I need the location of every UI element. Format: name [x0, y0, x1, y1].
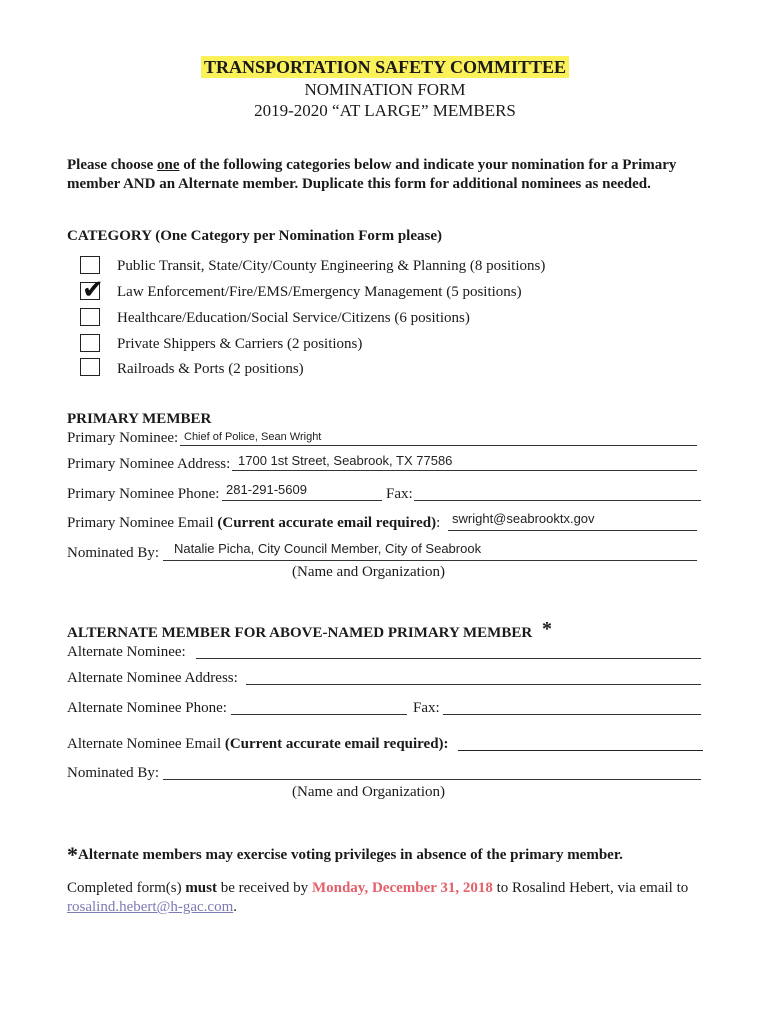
alternate-email-label-bold: (Current accurate email required):	[224, 736, 449, 752]
closing-must: must	[185, 880, 217, 896]
alternate-email-label-text: Alternate Nominee Email	[67, 736, 225, 752]
intro-text	[67, 156, 727, 194]
email-label-colon: :	[436, 515, 441, 531]
category-label: Law Enforcement/Fire/EMS/Emergency Management (5 positions)	[117, 284, 522, 300]
primary-address-line	[232, 470, 697, 471]
primary-phone-label: Primary Nominee Phone:	[67, 486, 220, 502]
intro-line2: member AND an Alternate member. Duplicate this form for additional nominees as needed.	[67, 176, 651, 192]
alternate-email-label	[67, 735, 449, 754]
intro-part1: Please choose	[67, 157, 157, 173]
alternate-fax-label: Fax:	[413, 700, 440, 716]
alternate-heading	[67, 618, 552, 643]
category-label: Private Shippers & Carriers (2 positions)	[117, 336, 363, 352]
intro-part2: of the following categories below and indicate your nomination for a Primary	[179, 157, 677, 173]
alternate-phone-label: Alternate Nominee Phone:	[67, 700, 227, 716]
form-subtitle: NOMINATION FORM	[304, 80, 466, 99]
closing-part3: to Rosalind Hebert, via email to	[492, 880, 689, 896]
primary-nominee-field[interactable]: Chief of Police, Sean Wright	[184, 431, 322, 443]
asterisk-icon: *	[67, 842, 78, 867]
primary-email-label	[67, 514, 440, 533]
alternate-footnote	[67, 842, 623, 865]
primary-address-label: Primary Nominee Address:	[67, 456, 231, 472]
category-label: Public Transit, State/City/County Engineering & Planning (8 positions)	[117, 258, 546, 274]
email-label-text: Primary Nominee Email	[67, 515, 218, 531]
category-checkbox-railroads[interactable]	[80, 358, 100, 376]
alternate-address-field[interactable]	[246, 684, 701, 685]
alternate-nominated-label: Nominated By:	[67, 765, 160, 781]
category-label: Healthcare/Education/Social Service/Citizens (6 positions)	[117, 310, 470, 326]
alternate-fax-field[interactable]	[443, 714, 701, 715]
primary-nominee-label: Primary Nominee:	[67, 430, 179, 446]
category-label: Railroads & Ports (2 positions)	[117, 361, 304, 377]
primary-fax-field[interactable]	[414, 500, 701, 501]
contact-email-link[interactable]: rosalind.hebert@h-gac.com	[67, 899, 234, 915]
email-label-bold: (Current accurate email required)	[217, 515, 437, 531]
primary-nominee-line	[180, 445, 697, 446]
alternate-phone-field[interactable]	[231, 714, 407, 715]
primary-address-field[interactable]: 1700 1st Street, Seabrook, TX 77586	[238, 453, 453, 468]
alternate-nominated-field[interactable]	[163, 779, 701, 780]
alternate-heading-text: ALTERNATE MEMBER FOR ABOVE-NAMED PRIMARY MEMBER	[67, 625, 533, 641]
form-header	[0, 56, 770, 78]
category-checkbox-private-shippers[interactable]	[80, 334, 100, 352]
form-title: TRANSPORTATION SAFETY COMMITTEE	[201, 56, 569, 78]
intro-underline: one	[156, 157, 180, 173]
alternate-email-field[interactable]	[458, 750, 703, 751]
primary-phone-line	[222, 500, 382, 501]
closing-part1: Completed form(s)	[67, 880, 186, 896]
asterisk-icon: *	[541, 618, 552, 640]
primary-nominated-field[interactable]: Natalie Picha, City Council Member, City of Seabrook	[174, 541, 482, 556]
form-year-subtitle: 2019-2020 “AT LARGE” MEMBERS	[254, 101, 516, 120]
alternate-nominee-field[interactable]	[196, 658, 701, 659]
primary-nominated-line	[163, 560, 697, 561]
footnote-text: Alternate members may exercise voting privileges in absence of the primary member.	[78, 847, 623, 863]
alternate-name-org-caption: (Name and Organization)	[292, 784, 445, 800]
alternate-nominee-label: Alternate Nominee:	[67, 644, 186, 660]
category-checkbox-law-enforcement[interactable]	[80, 275, 104, 304]
primary-heading: PRIMARY MEMBER	[67, 411, 212, 427]
primary-email-field[interactable]: swright@seabrooktx.gov	[452, 511, 595, 526]
primary-phone-field[interactable]: 281-291-5609	[226, 482, 307, 497]
primary-email-line	[448, 530, 697, 531]
checkmark-icon: ✔	[82, 275, 104, 304]
closing-paragraph	[67, 879, 727, 917]
primary-fax-label: Fax:	[386, 486, 413, 502]
deadline-date: Monday, December 31, 2018	[311, 880, 493, 896]
closing-part2: be received by	[216, 880, 312, 896]
primary-nominated-label: Nominated By:	[67, 545, 160, 561]
category-checkbox-public-transit[interactable]	[80, 256, 100, 274]
closing-period: .	[233, 899, 238, 915]
primary-name-org-caption: (Name and Organization)	[292, 564, 445, 580]
alternate-address-label: Alternate Nominee Address:	[67, 670, 238, 686]
category-checkbox-healthcare[interactable]	[80, 308, 100, 326]
category-heading: CATEGORY (One Category per Nomination Form please)	[67, 228, 442, 244]
